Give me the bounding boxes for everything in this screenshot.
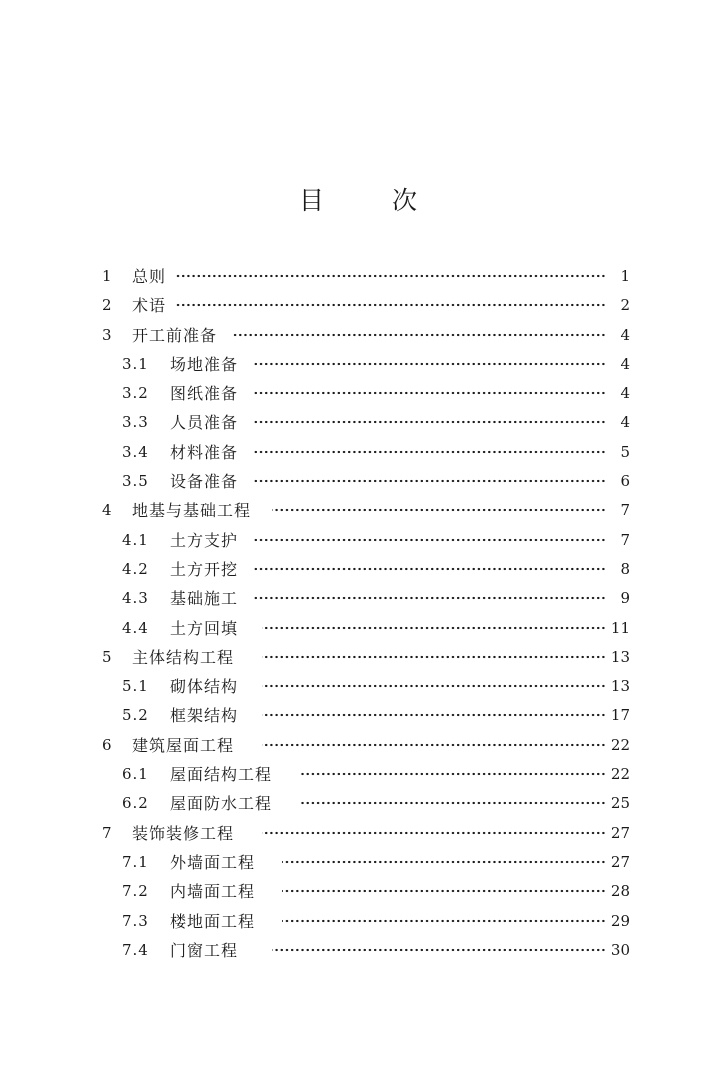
toc-leader-dots [252, 450, 606, 454]
toc-entry-page: 6 [620, 472, 630, 491]
toc-entry-title: 场地准备 [170, 354, 239, 374]
toc-leader-dots [176, 303, 606, 307]
toc-entry-title: 屋面结构工程 [170, 765, 273, 785]
toc-leader-dots [272, 948, 606, 952]
toc-entry-page: 8 [620, 559, 630, 578]
toc-entry-number: 7.3 [122, 911, 149, 930]
toc-entry-page: 28 [610, 882, 630, 901]
toc-entry[interactable] [0, 379, 716, 408]
toc-leader-dots [300, 801, 606, 805]
toc-entry-number: 6.1 [122, 765, 149, 784]
toc-entry-number: 4.2 [122, 559, 149, 578]
page-title: 目 次 [299, 186, 447, 215]
toc-leader-dots [300, 772, 606, 776]
toc-entry-title: 外墙面工程 [170, 852, 256, 872]
toc-entry-title: 地基与基础工程 [132, 501, 252, 521]
toc-entry[interactable] [0, 643, 716, 672]
toc-leader-dots [282, 919, 606, 923]
toc-leader-dots [282, 860, 606, 864]
toc-entry-page: 25 [610, 794, 630, 813]
toc-entry[interactable] [0, 701, 716, 730]
toc-entry-number: 5.2 [122, 706, 149, 725]
toc-entry-number: 4.4 [122, 618, 149, 637]
toc-leader-dots [232, 333, 606, 337]
toc-entry-number: 3.2 [122, 384, 149, 403]
toc-leader-dots [272, 508, 606, 512]
toc-leader-dots [252, 362, 606, 366]
toc-entry-page: 4 [620, 354, 630, 373]
toc-entry-number: 4.3 [122, 589, 149, 608]
toc-entry-page: 7 [620, 530, 630, 549]
toc-leader-dots [262, 655, 606, 659]
toc-entry-number: 6 [102, 735, 113, 754]
toc-entry[interactable] [0, 936, 716, 965]
toc-entry-number: 7 [102, 823, 113, 842]
toc-entry-page: 2 [620, 296, 630, 315]
toc-leader-dots [252, 479, 606, 483]
toc-entry-number: 3.5 [122, 472, 149, 491]
toc-entry-number: 4.1 [122, 530, 149, 549]
toc-entry[interactable] [0, 731, 716, 760]
toc-entry[interactable] [0, 555, 716, 584]
toc-entry-page: 27 [610, 852, 630, 871]
toc-entry-title: 屋面防水工程 [170, 794, 273, 814]
toc-leader-dots [262, 626, 606, 630]
toc-entry[interactable] [0, 408, 716, 437]
toc-entry-page: 9 [620, 589, 630, 608]
toc-entry-page: 30 [610, 940, 630, 959]
toc-leader-dots [262, 743, 606, 747]
toc-leader-dots [252, 596, 606, 600]
toc-entry-page: 22 [610, 735, 630, 754]
toc-entry-title: 图纸准备 [170, 384, 239, 404]
toc-leader-dots [262, 831, 606, 835]
toc-entry-title: 建筑屋面工程 [132, 735, 235, 755]
toc-entry-number: 3.1 [122, 354, 149, 373]
toc-entry-title: 设备准备 [170, 472, 239, 492]
toc-leader-dots [262, 713, 606, 717]
toc-leader-dots [176, 274, 606, 278]
toc-entry[interactable] [0, 526, 716, 555]
toc-entry-page: 22 [610, 765, 630, 784]
toc-entry-title: 框架结构 [170, 706, 239, 726]
toc-entry-page: 1 [620, 267, 630, 285]
toc-leader-dots [262, 684, 606, 688]
toc-entry-page: 4 [620, 384, 630, 403]
toc-entry-title: 基础施工 [170, 589, 239, 609]
toc-entry-number: 7.2 [122, 882, 149, 901]
toc-entry[interactable] [0, 789, 716, 818]
toc-entry-title: 人员准备 [170, 413, 239, 433]
toc-entry-title: 主体结构工程 [132, 647, 235, 667]
toc-entry-number: 1 [102, 267, 113, 285]
toc-entry-page: 27 [610, 823, 630, 842]
toc-entry-page: 13 [610, 677, 630, 696]
toc-entry[interactable] [0, 760, 716, 789]
toc-entry-title: 术语 [132, 296, 167, 316]
toc-entry-page: 13 [610, 647, 630, 666]
toc-entry-title: 装饰装修工程 [132, 823, 235, 843]
toc-entry[interactable] [0, 848, 716, 877]
toc-entry[interactable] [0, 877, 716, 906]
toc-entry[interactable] [0, 350, 716, 379]
table-of-contents [0, 262, 716, 965]
toc-entry[interactable] [0, 321, 716, 350]
toc-entry-title: 内墙面工程 [170, 882, 256, 902]
toc-entry-title: 砌体结构 [170, 677, 239, 697]
toc-entry-title: 总则 [132, 267, 167, 286]
toc-leader-dots [252, 567, 606, 571]
toc-entry-page: 17 [610, 706, 630, 725]
toc-entry-number: 7.1 [122, 852, 149, 871]
toc-entry[interactable] [0, 614, 716, 643]
toc-entry-number: 3.3 [122, 413, 149, 432]
toc-entry[interactable] [0, 291, 716, 320]
toc-entry-number: 5.1 [122, 677, 149, 696]
toc-entry[interactable] [0, 467, 716, 496]
toc-entry[interactable] [0, 438, 716, 467]
toc-entry-number: 4 [102, 501, 113, 520]
toc-entry-page: 5 [620, 442, 630, 461]
toc-entry-number: 7.4 [122, 940, 149, 959]
toc-entry[interactable] [0, 584, 716, 613]
toc-entry-number: 6.2 [122, 794, 149, 813]
toc-entry[interactable] [0, 819, 716, 848]
toc-entry-page: 4 [620, 325, 630, 344]
toc-entry-title: 土方支护 [170, 530, 239, 550]
toc-entry-number: 3.4 [122, 442, 149, 461]
toc-entry-page: 11 [610, 618, 630, 637]
toc-leader-dots [252, 420, 606, 424]
toc-entry[interactable] [0, 907, 716, 936]
toc-entry-title: 土方回填 [170, 618, 239, 638]
toc-entry-title: 开工前准备 [132, 325, 218, 345]
toc-entry-number: 5 [102, 647, 113, 666]
toc-leader-dots [252, 391, 606, 395]
toc-entry[interactable] [0, 262, 716, 291]
toc-entry-title: 材料准备 [170, 442, 239, 462]
toc-leader-dots [282, 889, 606, 893]
toc-entry-number: 3 [102, 325, 113, 344]
toc-entry-page: 4 [620, 413, 630, 432]
toc-entry-title: 楼地面工程 [170, 911, 256, 931]
toc-entry-title: 土方开挖 [170, 559, 239, 579]
toc-entry-number: 2 [102, 296, 113, 315]
toc-leader-dots [252, 538, 606, 542]
toc-entry-page: 29 [610, 911, 630, 930]
toc-entry[interactable] [0, 672, 716, 701]
toc-entry-title: 门窗工程 [170, 940, 239, 960]
toc-entry-page: 7 [620, 501, 630, 520]
toc-entry[interactable] [0, 496, 716, 525]
